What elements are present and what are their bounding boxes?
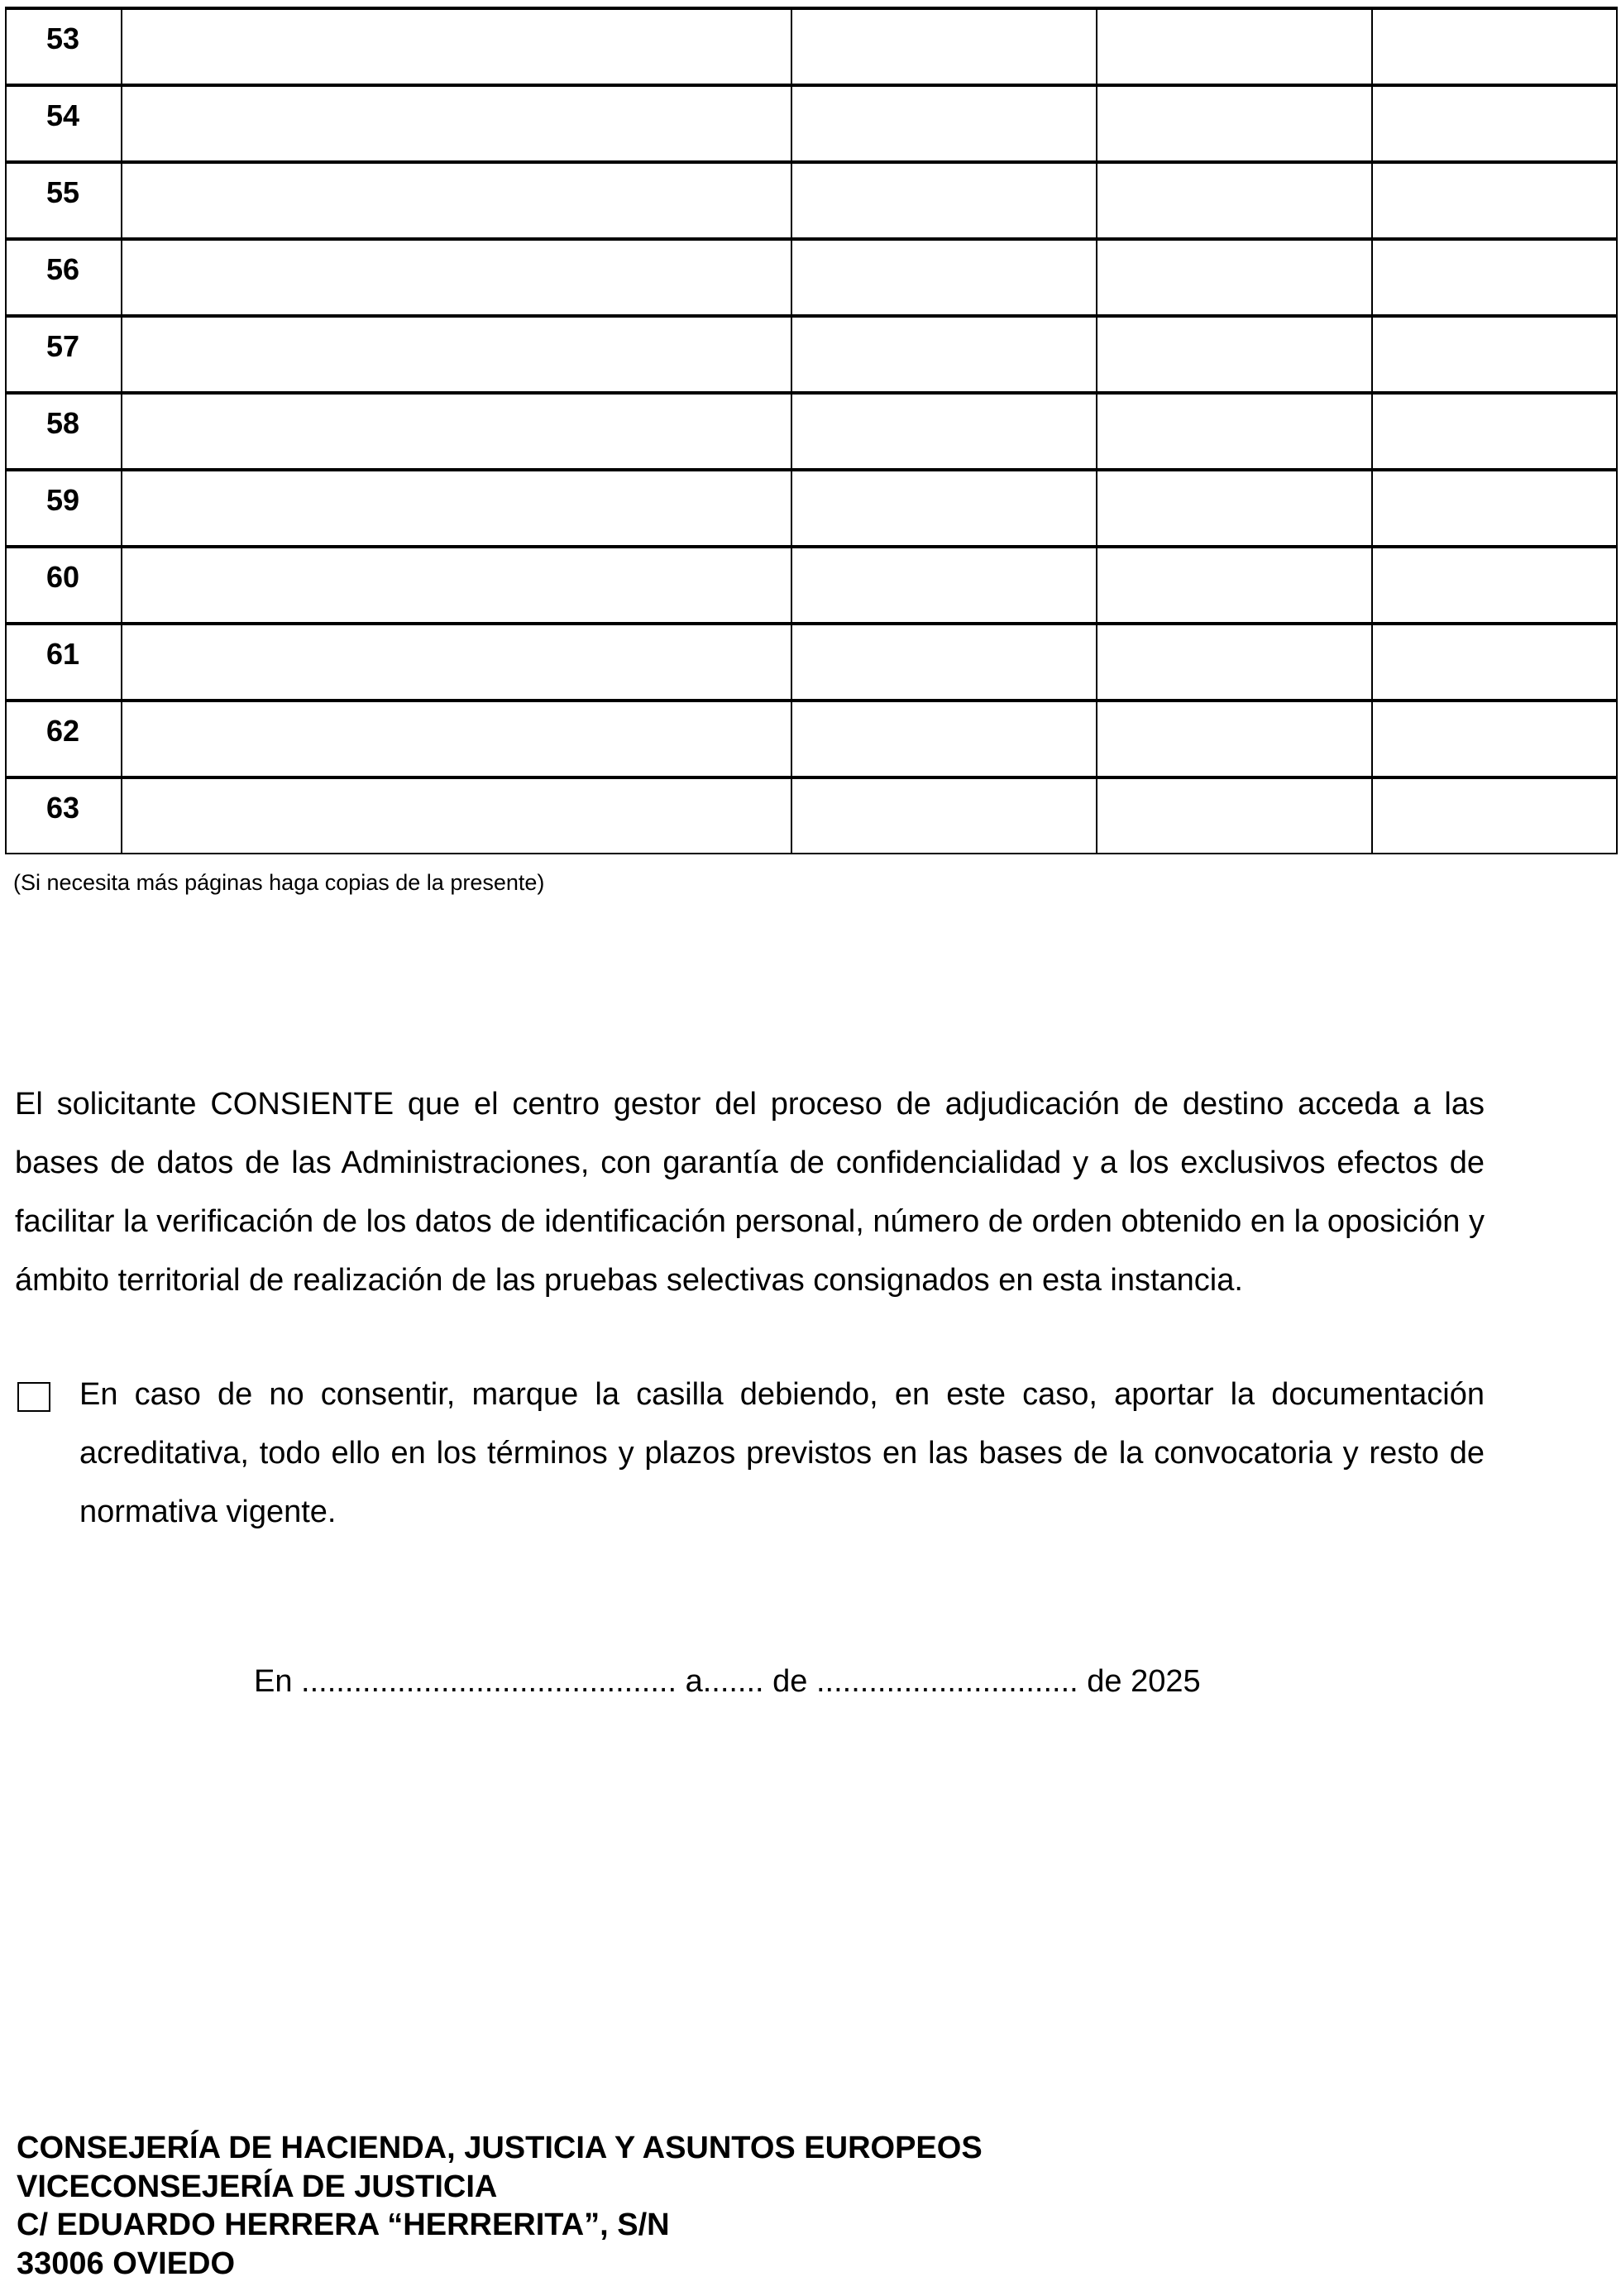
table-cell[interactable] [1372, 624, 1617, 701]
table-row [6, 316, 1617, 393]
table-row [6, 547, 1617, 624]
row-number: 54 [6, 85, 122, 162]
table-row [6, 624, 1617, 701]
table-cell[interactable] [1372, 393, 1617, 470]
consent-paragraph: El solicitante CONSIENTE que el centro gestor del proceso de adjudicación de destino acceda a las bases de datos de las Administraciones, con garantía de confidencialidad y a los exclusivos efectos de facilitar la verificación de los datos de identificación personal, número de orden obtenido en la oposición y ámbito territorial de realización de las pruebas selectivas consignados en esta instancia. [15, 1087, 1485, 1298]
table-row [6, 162, 1617, 239]
table-cell[interactable] [791, 624, 1097, 701]
table-cell[interactable] [1372, 239, 1617, 316]
table-cell[interactable] [791, 470, 1097, 547]
table-cell[interactable] [791, 777, 1097, 854]
table-row [6, 85, 1617, 162]
table-cell[interactable] [1372, 547, 1617, 624]
table-cell[interactable] [1097, 393, 1372, 470]
table-cell[interactable] [122, 777, 791, 854]
table-cell[interactable] [122, 239, 791, 316]
row-number: 59 [6, 470, 122, 547]
row-number: 55 [6, 162, 122, 239]
table-cell[interactable] [791, 393, 1097, 470]
table-cell[interactable] [1372, 8, 1617, 85]
table-cell[interactable] [791, 85, 1097, 162]
table-row [6, 701, 1617, 777]
row-number: 53 [6, 8, 122, 85]
table-row [6, 470, 1617, 547]
table-cell[interactable] [1097, 470, 1372, 547]
table-row [6, 777, 1617, 854]
no-consent-checkbox[interactable] [17, 1382, 50, 1412]
table-cell[interactable] [122, 316, 791, 393]
table-cell[interactable] [791, 547, 1097, 624]
table-row [6, 239, 1617, 316]
row-number: 62 [6, 701, 122, 777]
table-cell[interactable] [1097, 162, 1372, 239]
table-cell[interactable] [1097, 316, 1372, 393]
table-cell[interactable] [122, 393, 791, 470]
row-number: 56 [6, 239, 122, 316]
footer-line-2: VICECONSEJERÍA DE JUSTICIA [17, 2169, 498, 2204]
table-cell[interactable] [791, 162, 1097, 239]
footer-line-1: CONSEJERÍA DE HACIENDA, JUSTICIA Y ASUNTOS EUROPEOS [17, 2131, 983, 2165]
row-number: 57 [6, 316, 122, 393]
table-cell[interactable] [122, 701, 791, 777]
destination-table [5, 7, 1618, 854]
table-cell[interactable] [1372, 316, 1617, 393]
table-cell[interactable] [122, 85, 791, 162]
row-number: 60 [6, 547, 122, 624]
table-cell[interactable] [1097, 239, 1372, 316]
table-cell[interactable] [1372, 85, 1617, 162]
row-number: 63 [6, 777, 122, 854]
table-cell[interactable] [1372, 777, 1617, 854]
table-row [6, 8, 1617, 85]
table-cell[interactable] [1097, 85, 1372, 162]
table-cell[interactable] [122, 624, 791, 701]
table-cell[interactable] [1372, 701, 1617, 777]
table-cell[interactable] [1097, 624, 1372, 701]
table-cell[interactable] [1372, 470, 1617, 547]
no-consent-text: En caso de no consentir, marque la casilla debiendo, en este caso, aportar la documentación acreditativa, todo ello en los términos y plazos previstos en las bases de la convocatoria y resto de normativa vigente. [79, 1377, 1485, 1529]
table-cell[interactable] [1097, 777, 1372, 854]
footer-line-3: C/ EDUARDO HERRERA “HERRERITA”, S/N [17, 2208, 670, 2242]
table-cell[interactable] [791, 8, 1097, 85]
table-row [6, 393, 1617, 470]
table-cell[interactable] [791, 701, 1097, 777]
table-cell[interactable] [122, 162, 791, 239]
table-cell[interactable] [791, 239, 1097, 316]
copies-note: (Si necesita más páginas haga copias de la presente) [13, 870, 545, 895]
table-cell[interactable] [1097, 8, 1372, 85]
row-number: 58 [6, 393, 122, 470]
table-cell[interactable] [122, 547, 791, 624]
table-cell[interactable] [1372, 162, 1617, 239]
table-cell[interactable] [1097, 701, 1372, 777]
date-line[interactable]: En ........................................... a....... de .............................. de 2025 [254, 1664, 1201, 1699]
table-cell[interactable] [791, 316, 1097, 393]
table-cell[interactable] [1097, 547, 1372, 624]
footer-line-4: 33006 OVIEDO [17, 2246, 236, 2281]
row-number: 61 [6, 624, 122, 701]
footer-address [17, 2129, 983, 2283]
table-cell[interactable] [122, 470, 791, 547]
table-cell[interactable] [122, 8, 791, 85]
